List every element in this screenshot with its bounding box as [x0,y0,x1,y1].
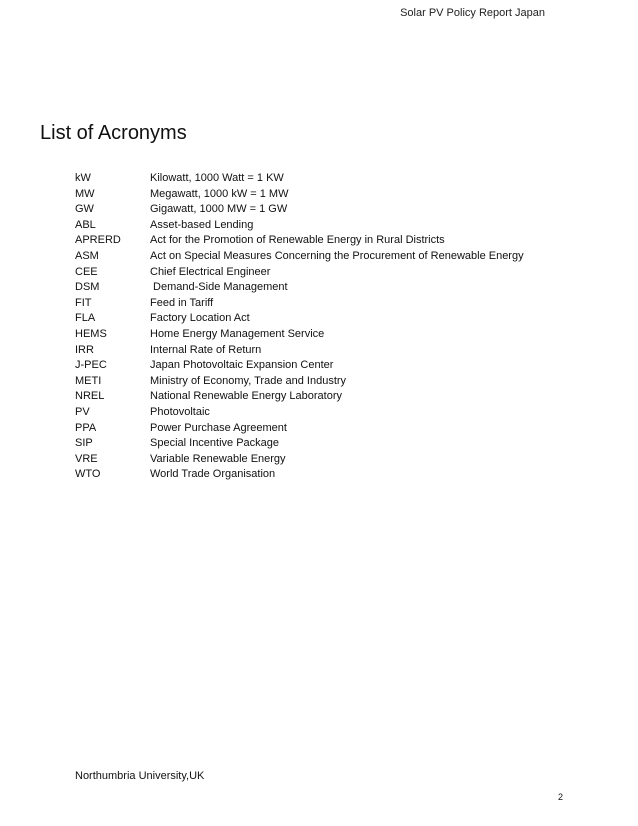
acronym-abbreviation: VRE [75,452,98,465]
running-header: Solar PV Policy Report Japan [400,7,545,19]
acronym-abbreviation: METI [75,374,102,387]
acronym-row [75,389,524,405]
acronym-definition: Kilowatt, 1000 Watt = 1 KW [150,172,284,184]
acronym-row [75,202,524,218]
acronym-abbreviation: PV [75,405,90,418]
acronym-row [75,343,524,359]
acronym-definition: World Trade Organisation [150,468,276,481]
acronym-abbreviation: DSM [75,281,100,294]
acronym-definition: Act on Special Measures Concerning the Procurement of Renewable Energy [150,249,524,262]
acronym-definition: Internal Rate of Return [150,343,262,356]
acronym-row [75,233,524,249]
acronym-row [75,374,524,390]
acronym-definition: Megawatt, 1000 kW = 1 MW [150,187,289,200]
acronym-abbreviation: ASM [75,249,99,262]
acronym-abbreviation: IRR [75,343,94,356]
acronym-row [75,171,524,187]
acronym-row [75,311,524,327]
acronym-definition: Demand-Side Management [150,281,288,294]
acronym-row [75,467,524,483]
acronym-definition: Chief Electrical Engineer [150,265,271,278]
acronym-abbreviation: GW [75,203,94,216]
acronym-abbreviation: APRERD [75,234,121,247]
acronym-row [75,327,524,343]
acronym-abbreviation: FLA [75,312,96,325]
page-number: 2 [557,792,563,802]
acronym-row [75,296,524,312]
acronym-definition: Photovoltaic [150,405,210,418]
acronym-definition: Power Purchase Agreement [150,421,287,434]
acronym-definition: Ministry of Economy, Trade and Industry [150,374,347,387]
acronym-definition: Asset-based Lending [150,218,254,231]
acronym-definition: Japan Photovoltaic Expansion Center [150,359,334,372]
acronym-abbreviation: NREL [75,390,105,403]
acronym-abbreviation: CEE [75,265,98,278]
acronym-abbreviation: J-PEC [75,359,107,372]
acronym-definition: Home Energy Management Service [150,327,325,340]
acronym-row [75,452,524,468]
acronym-definition: Gigawatt, 1000 MW = 1 GW [150,203,288,216]
acronym-abbreviation: SIP [75,437,93,450]
acronym-abbreviation: PPA [75,421,97,434]
acronym-abbreviation: FIT [75,296,92,309]
acronym-definition: National Renewable Energy Laboratory [150,390,343,403]
acronym-abbreviation: ABL [75,218,96,231]
acronym-row [75,187,524,203]
acronym-row [75,358,524,374]
acronym-row [75,436,524,452]
acronym-definition: Variable Renewable Energy [150,452,286,465]
page-title: List of Acronyms [40,122,187,144]
acronym-row [75,265,524,281]
acronym-definition: Feed in Tariff [150,296,214,309]
acronym-row [75,405,524,421]
acronym-definition: Factory Location Act [150,312,250,325]
footer-institution: Northumbria University,UK [75,770,205,782]
acronym-abbreviation: WTO [75,468,101,481]
acronym-abbreviation: kW [75,172,91,184]
acronym-abbreviation: HEMS [75,327,107,340]
acronym-definition: Act for the Promotion of Renewable Energy in Rural Districts [150,234,445,247]
acronym-row [75,280,524,296]
acronym-row [75,421,524,437]
acronym-row [75,218,524,234]
acronym-abbreviation: MW [75,187,95,200]
acronym-row [75,249,524,265]
acronym-list [75,171,524,483]
acronym-definition: Special Incentive Package [150,437,280,450]
